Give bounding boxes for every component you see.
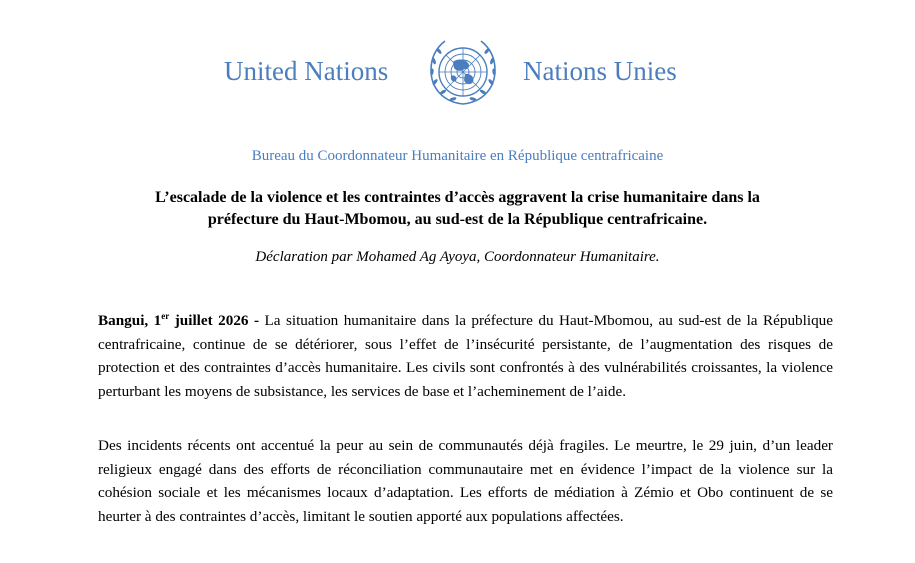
- org-name-english: United Nations: [224, 56, 389, 86]
- dateline-ordinal: er: [161, 310, 170, 321]
- body-paragraph-1: [98, 309, 833, 403]
- dateline-month-year: juillet 2026 -: [169, 312, 260, 329]
- org-name-french: Nations Unies: [523, 56, 677, 86]
- paragraph-1-text: La situation humanitaire dans la préfecture du Haut-Mbomou, au sud-est de la République centrafricaine, continue de se détériorer, sous l’effet de l’insécurité persistante, de l’augmentation des risques de protection et des contraintes d’accès humanitaire. Les civils sont confrontés à des vulnérabilités croissantes, la violence perturbant les moyens de subsistance, les services de base et l’acheminement de l’aide.: [98, 312, 833, 400]
- statement-title: L’escalade de la violence et les contraintes d’accès aggravent la crise humanitaire dans la préfecture du Haut-Mbomou, au sud-est de la République centrafricaine.: [155, 189, 760, 228]
- letterhead: [0, 32, 915, 112]
- office-name: Bureau du Coordonnateur Humanitaire en République centrafricaine: [251, 148, 664, 164]
- dateline: [98, 312, 259, 329]
- statement-byline: Déclaration par Mohamed Ag Ayoya, Coordonnateur Humanitaire.: [255, 249, 660, 265]
- body-paragraph-2: Des incidents récents ont accentué la peur au sein de communautés déjà fragiles. Le meurtre, le 29 juin, d’un leader religieux engagé dans des efforts de réconciliation communautaire met en évidence l’impact de la violence sur la cohésion sociale et les mécanismes locaux d’adaptation. Les efforts de médiation à Zémio et Obo continuent de se heurter à des contraintes d’accès, limitant le soutien apporté aux populations affectées.: [98, 437, 833, 525]
- un-emblem-icon: [423, 32, 503, 112]
- dateline-place-day: Bangui, 1: [98, 312, 162, 329]
